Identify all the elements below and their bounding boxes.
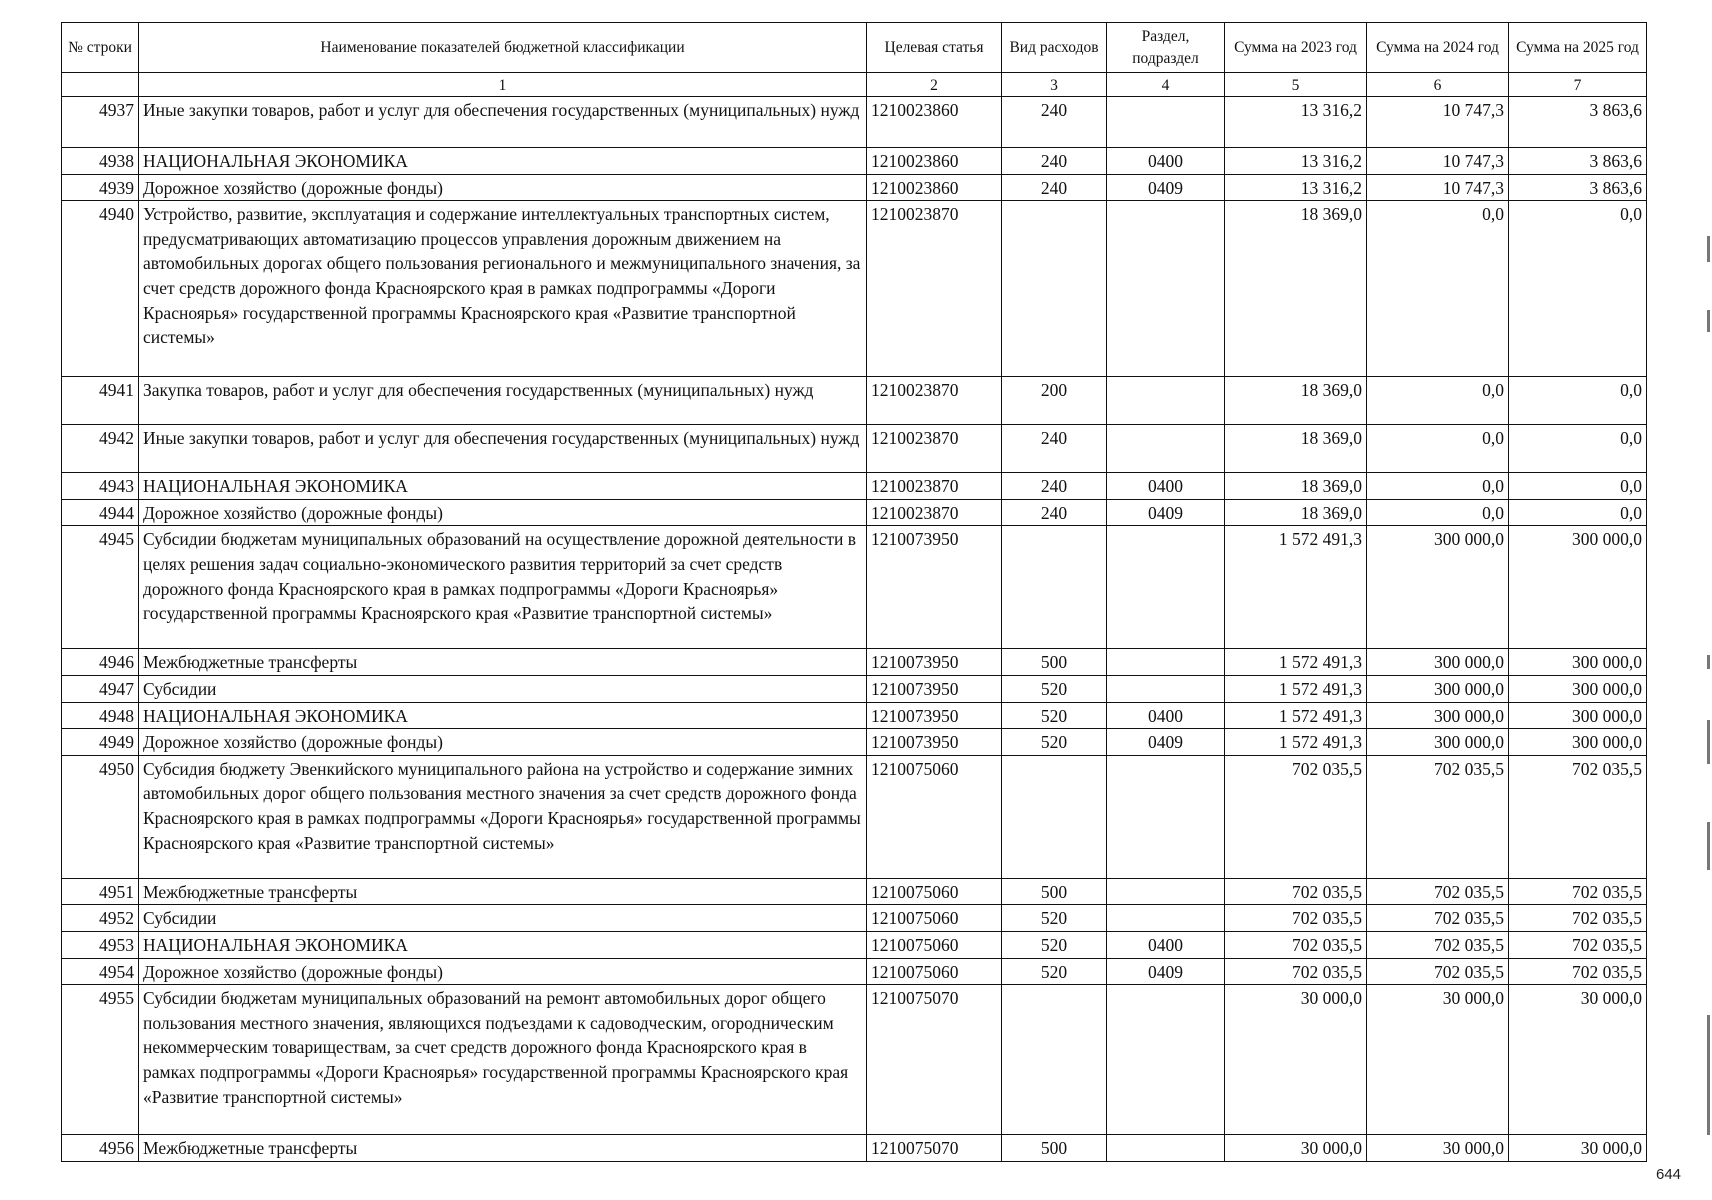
- sum-2023: 702 035,5: [1225, 958, 1367, 985]
- indicator-name: Дорожное хозяйство (дорожные фонды): [139, 958, 867, 985]
- target-article-code: 1210075060: [867, 878, 1002, 905]
- sum-2024: 702 035,5: [1367, 755, 1509, 878]
- row-number: 4938: [62, 148, 139, 175]
- row-number: 4949: [62, 729, 139, 756]
- sum-2024: 10 747,3: [1367, 174, 1509, 201]
- column-number: 5: [1225, 73, 1367, 97]
- sum-2023: 18 369,0: [1225, 201, 1367, 377]
- sum-2025: 702 035,5: [1509, 878, 1647, 905]
- header-row: [62, 23, 1647, 73]
- sum-2025: 3 863,6: [1509, 148, 1647, 175]
- sum-2025: 30 000,0: [1509, 1135, 1647, 1162]
- expense-type-code: [1002, 755, 1107, 878]
- table-row: [62, 905, 1647, 932]
- row-number: 4940: [62, 201, 139, 377]
- section-code: 0409: [1107, 499, 1225, 526]
- target-article-code: 1210075060: [867, 755, 1002, 878]
- target-article-code: 1210075060: [867, 905, 1002, 932]
- expense-type-code: 520: [1002, 931, 1107, 958]
- sum-2024: 300 000,0: [1367, 702, 1509, 729]
- sum-2023: 1 572 491,3: [1225, 675, 1367, 702]
- table-row: [62, 702, 1647, 729]
- section-code: [1107, 1135, 1225, 1162]
- section-code: [1107, 526, 1225, 649]
- sum-2025: 0,0: [1509, 377, 1647, 425]
- section-code: [1107, 675, 1225, 702]
- table-row: [62, 526, 1647, 649]
- sum-2025: 702 035,5: [1509, 958, 1647, 985]
- sum-2024: 0,0: [1367, 473, 1509, 500]
- header-sum-2025: Сумма на 2025 год: [1509, 23, 1647, 73]
- table-row: [62, 377, 1647, 425]
- row-number: 4956: [62, 1135, 139, 1162]
- sum-2023: 30 000,0: [1225, 1135, 1367, 1162]
- expense-type-code: 240: [1002, 499, 1107, 526]
- sum-2025: 702 035,5: [1509, 905, 1647, 932]
- row-number: 4953: [62, 931, 139, 958]
- expense-type-code: 240: [1002, 425, 1107, 473]
- target-article-code: 1210023860: [867, 97, 1002, 148]
- row-number: 4948: [62, 702, 139, 729]
- expense-type-code: 240: [1002, 174, 1107, 201]
- sum-2024: 300 000,0: [1367, 729, 1509, 756]
- sum-2023: 1 572 491,3: [1225, 702, 1367, 729]
- row-number: 4937: [62, 97, 139, 148]
- sum-2024: 300 000,0: [1367, 526, 1509, 649]
- row-number: 4941: [62, 377, 139, 425]
- indicator-name: НАЦИОНАЛЬНАЯ ЭКОНОМИКА: [139, 931, 867, 958]
- section-code: [1107, 755, 1225, 878]
- row-number: 4951: [62, 878, 139, 905]
- expense-type-code: 500: [1002, 878, 1107, 905]
- target-article-code: 1210023870: [867, 499, 1002, 526]
- sum-2023: 1 572 491,3: [1225, 649, 1367, 676]
- target-article-code: 1210073950: [867, 649, 1002, 676]
- expense-type-code: 500: [1002, 649, 1107, 676]
- header-sum-2023: Сумма на 2023 год: [1225, 23, 1367, 73]
- sum-2023: 30 000,0: [1225, 985, 1367, 1135]
- row-number: 4950: [62, 755, 139, 878]
- target-article-code: 1210023870: [867, 201, 1002, 377]
- section-code: 0409: [1107, 174, 1225, 201]
- row-number: 4955: [62, 985, 139, 1135]
- sum-2023: 702 035,5: [1225, 931, 1367, 958]
- header-row-no: № строки: [62, 23, 139, 73]
- column-number: 1: [139, 73, 867, 97]
- column-number: [62, 73, 139, 97]
- sum-2023: 702 035,5: [1225, 755, 1367, 878]
- table-row: [62, 97, 1647, 148]
- row-number: 4942: [62, 425, 139, 473]
- column-number-row: [62, 73, 1647, 97]
- section-code: 0400: [1107, 702, 1225, 729]
- sum-2025: 0,0: [1509, 201, 1647, 377]
- budget-table: [61, 22, 1647, 1162]
- sum-2024: 30 000,0: [1367, 985, 1509, 1135]
- target-article-code: 1210073950: [867, 526, 1002, 649]
- sum-2024: 702 035,5: [1367, 931, 1509, 958]
- sum-2023: 13 316,2: [1225, 174, 1367, 201]
- expense-type-code: 240: [1002, 97, 1107, 148]
- sum-2024: 0,0: [1367, 499, 1509, 526]
- target-article-code: 1210073950: [867, 729, 1002, 756]
- table-row: [62, 755, 1647, 878]
- sum-2024: 702 035,5: [1367, 905, 1509, 932]
- table-row: [62, 958, 1647, 985]
- sum-2023: 18 369,0: [1225, 377, 1367, 425]
- row-number: 4947: [62, 675, 139, 702]
- expense-type-code: 520: [1002, 675, 1107, 702]
- sum-2025: 0,0: [1509, 473, 1647, 500]
- column-number: 2: [867, 73, 1002, 97]
- header-sum-2024: Сумма на 2024 год: [1367, 23, 1509, 73]
- expense-type-code: 500: [1002, 1135, 1107, 1162]
- table-row: [62, 425, 1647, 473]
- column-number: 3: [1002, 73, 1107, 97]
- expense-type-code: [1002, 526, 1107, 649]
- target-article-code: 1210023870: [867, 425, 1002, 473]
- sum-2025: 3 863,6: [1509, 174, 1647, 201]
- sum-2025: 300 000,0: [1509, 675, 1647, 702]
- section-code: [1107, 985, 1225, 1135]
- column-number: 6: [1367, 73, 1509, 97]
- sum-2023: 18 369,0: [1225, 473, 1367, 500]
- sum-2025: 30 000,0: [1509, 985, 1647, 1135]
- indicator-name: Субсидии: [139, 905, 867, 932]
- indicator-name: Субсидии бюджетам муниципальных образований на осуществление дорожной деятельности в целях решения задач социально-экономического развития территорий за счет средств дорожного фонда Красноярского края в рамках подпрограммы «Дороги Красноярья» государственной программы Красноярского края «Развитие транспортной системы»: [139, 526, 867, 649]
- table-row: [62, 148, 1647, 175]
- section-code: [1107, 425, 1225, 473]
- indicator-name: Дорожное хозяйство (дорожные фонды): [139, 499, 867, 526]
- table-row: [62, 174, 1647, 201]
- section-code: 0409: [1107, 729, 1225, 756]
- sum-2023: 13 316,2: [1225, 148, 1367, 175]
- section-code: [1107, 377, 1225, 425]
- header-name: Наименование показателей бюджетной классификации: [139, 23, 867, 73]
- header-section: Раздел, подраздел: [1107, 23, 1225, 73]
- table-row: [62, 649, 1647, 676]
- sum-2024: 30 000,0: [1367, 1135, 1509, 1162]
- indicator-name: Иные закупки товаров, работ и услуг для обеспечения государственных (муниципальных) нужд: [139, 425, 867, 473]
- sum-2023: 1 572 491,3: [1225, 526, 1367, 649]
- expense-type-code: 520: [1002, 958, 1107, 985]
- expense-type-code: 240: [1002, 473, 1107, 500]
- section-code: 0400: [1107, 473, 1225, 500]
- scan-edge-mark: [1707, 1015, 1710, 1135]
- indicator-name: Закупка товаров, работ и услуг для обеспечения государственных (муниципальных) нужд: [139, 377, 867, 425]
- sum-2024: 702 035,5: [1367, 958, 1509, 985]
- row-number: 4946: [62, 649, 139, 676]
- sum-2023: 13 316,2: [1225, 97, 1367, 148]
- expense-type-code: 240: [1002, 148, 1107, 175]
- table-row: [62, 499, 1647, 526]
- target-article-code: 1210075070: [867, 985, 1002, 1135]
- section-code: 0400: [1107, 931, 1225, 958]
- expense-type-code: 520: [1002, 905, 1107, 932]
- indicator-name: Субсидии бюджетам муниципальных образований на ремонт автомобильных дорог общего пользования местного значения, являющихся подъездами к садоводческим, огородническим некоммерческим товариществам, за счет средств дорожного фонда Красноярского края в рамках подпрограммы «Дороги Красноярья» государственной программы Красноярского края «Развитие транспортной системы»: [139, 985, 867, 1135]
- table-row: [62, 1135, 1647, 1162]
- indicator-name: НАЦИОНАЛЬНАЯ ЭКОНОМИКА: [139, 473, 867, 500]
- sum-2023: 1 572 491,3: [1225, 729, 1367, 756]
- sum-2025: 702 035,5: [1509, 931, 1647, 958]
- scan-edge-mark: [1707, 822, 1710, 870]
- expense-type-code: [1002, 985, 1107, 1135]
- target-article-code: 1210075060: [867, 931, 1002, 958]
- column-number: 4: [1107, 73, 1225, 97]
- indicator-name: НАЦИОНАЛЬНАЯ ЭКОНОМИКА: [139, 702, 867, 729]
- header-expense-type: Вид расходов: [1002, 23, 1107, 73]
- sum-2023: 18 369,0: [1225, 499, 1367, 526]
- target-article-code: 1210023870: [867, 377, 1002, 425]
- column-number: 7: [1509, 73, 1647, 97]
- sum-2024: 300 000,0: [1367, 649, 1509, 676]
- sum-2024: 0,0: [1367, 425, 1509, 473]
- target-article-code: 1210075070: [867, 1135, 1002, 1162]
- sum-2024: 0,0: [1367, 377, 1509, 425]
- table-row: [62, 675, 1647, 702]
- indicator-name: Межбюджетные трансферты: [139, 649, 867, 676]
- table-row: [62, 201, 1647, 377]
- section-code: [1107, 201, 1225, 377]
- expense-type-code: 520: [1002, 729, 1107, 756]
- indicator-name: Дорожное хозяйство (дорожные фонды): [139, 729, 867, 756]
- scan-edge-mark: [1707, 310, 1710, 332]
- sum-2025: 702 035,5: [1509, 755, 1647, 878]
- expense-type-code: [1002, 201, 1107, 377]
- row-number: 4944: [62, 499, 139, 526]
- row-number: 4943: [62, 473, 139, 500]
- expense-type-code: 520: [1002, 702, 1107, 729]
- target-article-code: 1210023860: [867, 148, 1002, 175]
- sum-2025: 300 000,0: [1509, 702, 1647, 729]
- sum-2025: 3 863,6: [1509, 97, 1647, 148]
- sum-2025: 300 000,0: [1509, 526, 1647, 649]
- row-number: 4954: [62, 958, 139, 985]
- indicator-name: Субсидия бюджету Эвенкийского муниципального района на устройство и содержание зимних автомобильных дорог общего пользования местного значения за счет средств дорожного фонда Красноярского края в рамках подпрограммы «Дороги Красноярья» государственной программы Красноярского края «Развитие транспортной системы»: [139, 755, 867, 878]
- sum-2023: 702 035,5: [1225, 905, 1367, 932]
- table-row: [62, 473, 1647, 500]
- table-row: [62, 878, 1647, 905]
- expense-type-code: 200: [1002, 377, 1107, 425]
- section-code: [1107, 97, 1225, 148]
- sum-2025: 300 000,0: [1509, 729, 1647, 756]
- target-article-code: 1210023860: [867, 174, 1002, 201]
- table-row: [62, 729, 1647, 756]
- header-target-article: Целевая статья: [867, 23, 1002, 73]
- scan-edge-mark: [1707, 720, 1710, 764]
- indicator-name: Иные закупки товаров, работ и услуг для обеспечения государственных (муниципальных) нужд: [139, 97, 867, 148]
- sum-2025: 300 000,0: [1509, 649, 1647, 676]
- target-article-code: 1210073950: [867, 702, 1002, 729]
- indicator-name: Межбюджетные трансферты: [139, 1135, 867, 1162]
- section-code: [1107, 905, 1225, 932]
- section-code: 0409: [1107, 958, 1225, 985]
- table-row: [62, 931, 1647, 958]
- section-code: [1107, 878, 1225, 905]
- row-number: 4939: [62, 174, 139, 201]
- target-article-code: 1210075060: [867, 958, 1002, 985]
- section-code: 0400: [1107, 148, 1225, 175]
- scan-edge-mark: [1707, 655, 1710, 669]
- sum-2024: 10 747,3: [1367, 148, 1509, 175]
- sum-2024: 300 000,0: [1367, 675, 1509, 702]
- scan-edge-mark: [1707, 236, 1710, 262]
- row-number: 4945: [62, 526, 139, 649]
- section-code: [1107, 649, 1225, 676]
- indicator-name: Дорожное хозяйство (дорожные фонды): [139, 174, 867, 201]
- indicator-name: НАЦИОНАЛЬНАЯ ЭКОНОМИКА: [139, 148, 867, 175]
- target-article-code: 1210023870: [867, 473, 1002, 500]
- sum-2025: 0,0: [1509, 499, 1647, 526]
- sum-2023: 18 369,0: [1225, 425, 1367, 473]
- sum-2024: 10 747,3: [1367, 97, 1509, 148]
- indicator-name: Субсидии: [139, 675, 867, 702]
- page-number: 644: [1656, 1166, 1682, 1183]
- table-row: [62, 985, 1647, 1135]
- indicator-name: Устройство, развитие, эксплуатация и содержание интеллектуальных транспортных систем, предусматривающих автоматизацию процессов управления дорожным движением на автомобильных дорогах общего пользования регионального и межмуниципального значения, за счет средств дорожного фонда Красноярского края в рамках подпрограммы «Дороги Красноярья» государственной программы Красноярского края «Развитие транспортной системы»: [139, 201, 867, 377]
- sum-2023: 702 035,5: [1225, 878, 1367, 905]
- target-article-code: 1210073950: [867, 675, 1002, 702]
- sum-2025: 0,0: [1509, 425, 1647, 473]
- sum-2024: 702 035,5: [1367, 878, 1509, 905]
- indicator-name: Межбюджетные трансферты: [139, 878, 867, 905]
- table-body: [62, 97, 1647, 1162]
- row-number: 4952: [62, 905, 139, 932]
- sum-2024: 0,0: [1367, 201, 1509, 377]
